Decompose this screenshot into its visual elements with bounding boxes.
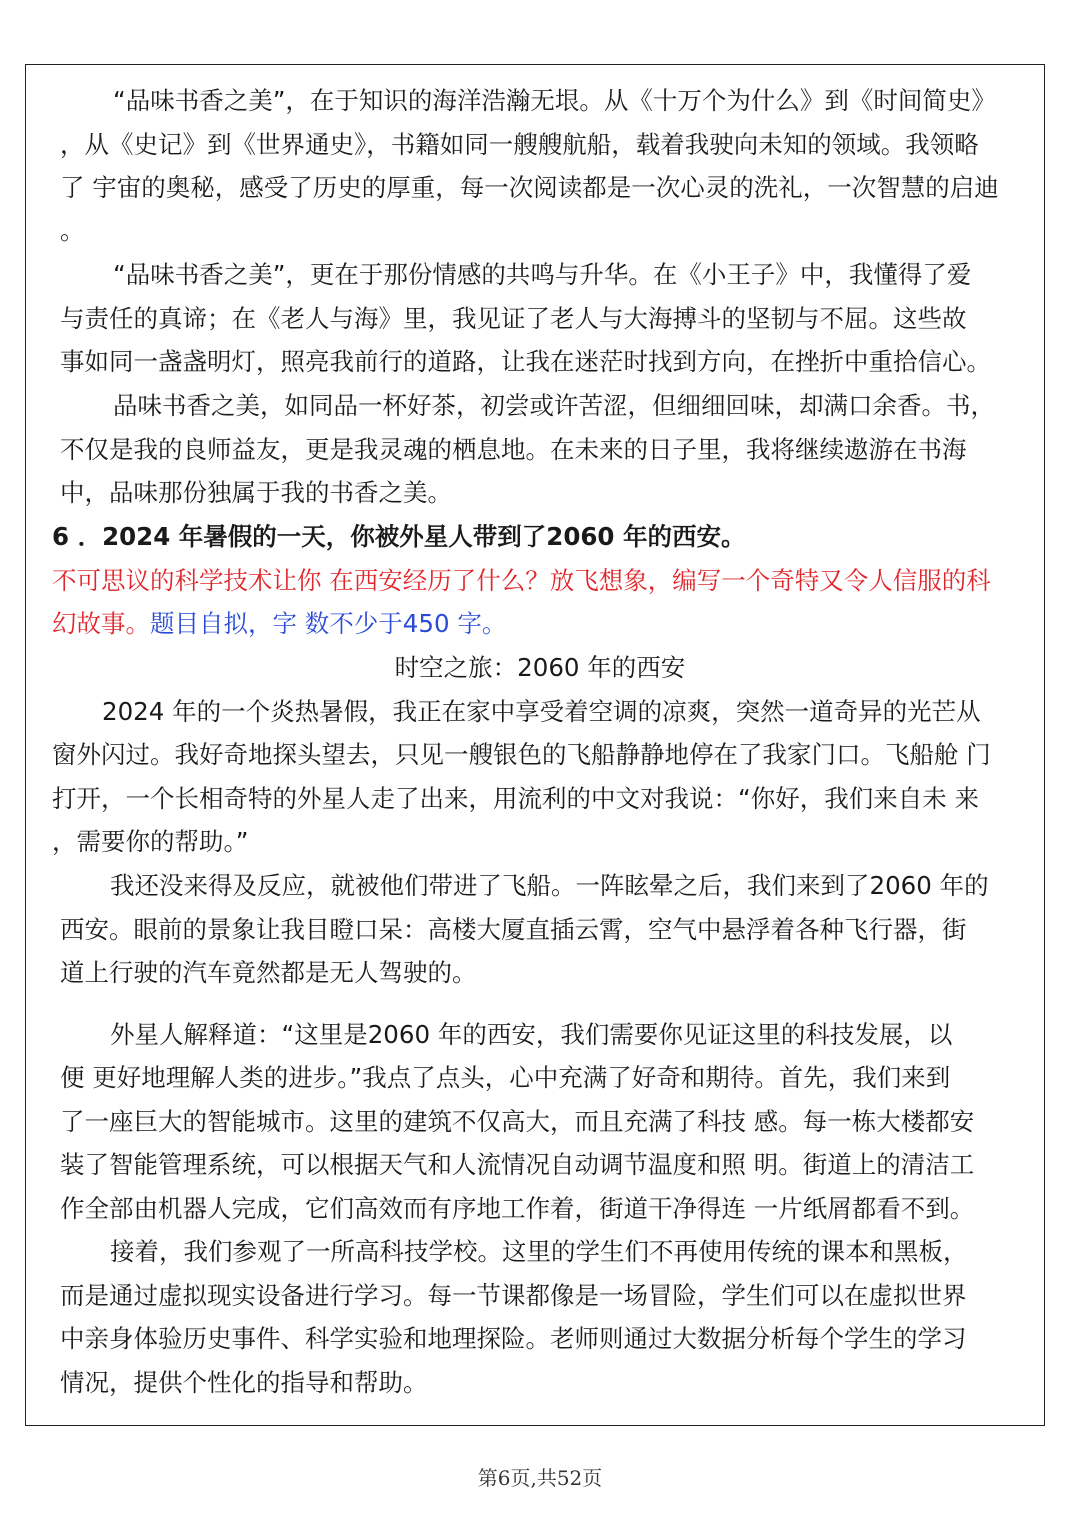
- text-line: 装了智能管理系统，可以根据天气和人流情况自动调节温度和照 明。街道上的清洁工: [60, 1150, 975, 1179]
- text-line: 与责任的真谛；在《老人与海》里，我见证了老人与大海搏斗的坚韧与不屈。这些故: [60, 304, 967, 333]
- text-line: 我还没来得及反应，就被他们带进了飞船。一阵眩晕之后，我们来到了2060 年的: [110, 871, 989, 900]
- question-prompt-end: [52, 609, 506, 639]
- text-line: 了 宇宙的奥秘，感受了历史的厚重，每一次阅读都是一次心灵的洗礼，一次智慧的启迪: [60, 173, 999, 202]
- text-line: “品味书香之美”，在于知识的海洋浩瀚无垠。从《十万个为什么》到《时间简史》: [113, 86, 996, 115]
- text-line: 不仅是我的良师益友，更是我灵魂的栖息地。在未来的日子里，我将继续遨游在书海: [60, 435, 967, 464]
- text-line: “品味书香之美”，更在于那份情感的共鸣与升华。在《小王子》中，我懂得了爱: [113, 260, 972, 289]
- prompt-requirement: 题目自拟，字 数不少于450 字。: [150, 609, 507, 638]
- text-line: 2024 年的一个炎热暑假，我正在家中享受着空调的凉爽，突然一道奇异的光芒从: [102, 697, 981, 726]
- text-line: 。: [60, 216, 85, 245]
- text-line: 而是通过虚拟现实设备进行学习。每一节课都像是一场冒险，学生们可以在虚拟世界: [60, 1281, 967, 1310]
- text-line: 西安。眼前的景象让我目瞪口呆：高楼大厦直插云霄，空气中悬浮着各种飞行器，街: [60, 915, 967, 944]
- text-line: 作全部由机器人完成，它们高效而有序地工作着，街道干净得连 一片纸屑都看不到。: [60, 1194, 975, 1223]
- text-line: 外星人解释道：“这里是2060 年的西安，我们需要你见证这里的科技发展，以: [110, 1020, 953, 1049]
- question-prompt: 不可思议的科学技术让你 在西安经历了什么？放飞想象，编写一个奇特又令人信服的科: [52, 566, 991, 595]
- text-line: 中亲身体验历史事件、科学实验和地理探险。老师则通过大数据分析每个学生的学习: [60, 1324, 967, 1353]
- text-line: ，从《史记》到《世界通史》，书籍如同一艘艘航船，载着我驶向未知的领域。我领略: [60, 130, 979, 159]
- text-line: 品味书香之美，如同品一杯好茶，初尝或许苦涩，但细细回味，却满口余香。书，: [113, 391, 995, 420]
- text-line: 事如同一盏盏明灯，照亮我前行的道路，让我在迷茫时找到方向，在挫折中重拾信心。: [60, 347, 991, 376]
- text-line: 道上行驶的汽车竟然都是无人驾驶的。: [60, 958, 477, 987]
- text-line: ，需要你的帮助。”: [52, 827, 249, 856]
- text-line: 窗外闪过。我好奇地探头望去，只见一艘银色的飞船静静地停在了我家门口。飞船舱 门: [52, 740, 991, 769]
- text-line: 中，品味那份独属于我的书香之美。: [60, 478, 452, 507]
- text-line: 了一座巨大的智能城市。这里的建筑不仅高大，而且充满了科技 感。每一栋大楼都安: [60, 1107, 975, 1136]
- text-line: 便 更好地理解人类的进步。”我点了点头，心中充满了好奇和期待。首先，我们来到: [60, 1063, 951, 1092]
- text-line: 接着，我们参观了一所高科技学校。这里的学生们不再使用传统的课本和黑板，: [110, 1237, 968, 1266]
- question-heading: 6 ．2024 年暑假的一天，你被外星人带到了2060 年的西安。: [52, 522, 746, 551]
- page-number: 第6页,共52页: [477, 1466, 603, 1490]
- text-line: 情况，提供个性化的指导和帮助。: [60, 1368, 428, 1397]
- prompt-red-part: 幻故事。: [52, 609, 150, 638]
- text-line: 打开，一个长相奇特的外星人走了出来，用流利的中文对我说：“你好，我们来自未 来: [52, 784, 979, 813]
- essay-title: 时空之旅：2060 年的西安: [394, 653, 686, 682]
